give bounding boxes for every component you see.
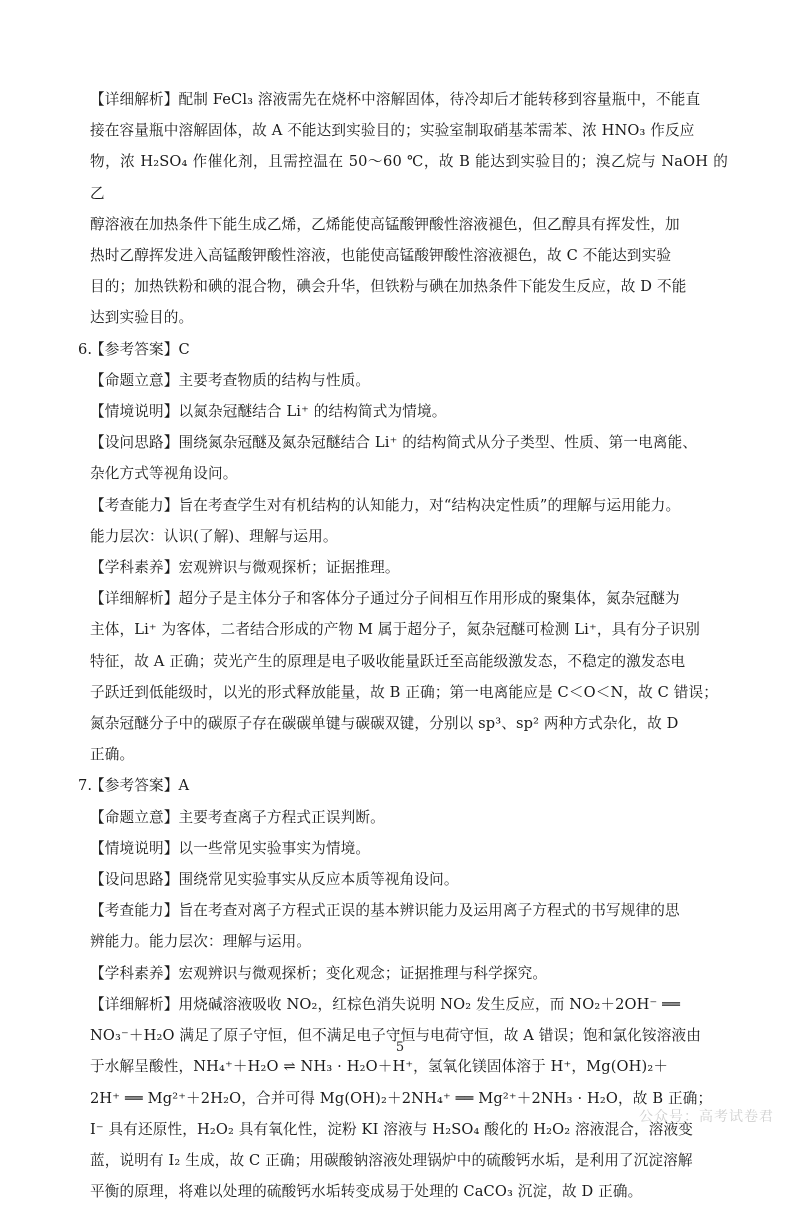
line-text: 能力层次：认识(了解)、理解与运用。: [90, 527, 338, 545]
text-line: [78, 209, 728, 240]
line-text: 【学科素养】宏观辨识与微观探析；证据推理。: [90, 559, 400, 577]
question-number-line: [78, 334, 728, 365]
text-line: [78, 583, 728, 614]
line-text: 【详细解析】用烧碱溶液吸收 NO₂，红棕色消失说明 NO₂ 发生反应，而 NO₂＋2OH⁻ ══: [90, 995, 681, 1013]
text-line: [78, 1083, 728, 1114]
text-line: [78, 115, 728, 146]
text-line: [78, 427, 728, 458]
line-text: 【详细解析】配制 FeCl₃ 溶液需先在烧杯中溶解固体，待冷却后才能转移到容量瓶中，不能直: [90, 91, 701, 108]
text-line: [78, 895, 728, 926]
line-text: 【命题立意】主要考查物质的结构与性质。: [90, 371, 371, 389]
text-line: [78, 1114, 728, 1145]
question-number-line: [78, 770, 728, 801]
line-text: 【考查能力】旨在考查对离子方程式正误的基本辨识能力及运用离子方程式的书写规律的思: [90, 902, 680, 920]
text-line: [78, 1051, 728, 1082]
line-text: 接在容量瓶中溶解固体，故 A 不能达到实验目的；实验室制取硝基苯需苯、浓 HNO₃ 作反应: [90, 122, 695, 140]
text-line: [78, 1145, 728, 1176]
line-text: 【参考答案】A: [90, 777, 190, 795]
line-text: 【设问思路】围绕常见实验事实从反应本质等视角设问。: [90, 871, 459, 889]
text-line: [78, 708, 728, 739]
text-line: [78, 146, 728, 208]
line-text: NO₃⁻＋H₂O 满足了原子守恒，但不满足电子守恒与电荷守恒，故 A 错误；饱和氯化铵溶液由: [90, 1027, 701, 1045]
line-text: 物，浓 H₂SO₄ 作催化剂，且需控温在 50～60 ℃，故 B 能达到实验目的；溴乙烷与 NaOH 的乙: [90, 153, 728, 202]
text-line: [78, 614, 728, 645]
line-text: 醇溶液在加热条件下能生成乙烯，乙烯能使高锰酸钾酸性溶液褪色，但乙醇具有挥发性，加: [90, 215, 680, 233]
text-line: [78, 490, 728, 521]
answer-explanation-body: [78, 84, 728, 1207]
text-line: [78, 1176, 728, 1207]
page-number: 5: [395, 1040, 405, 1055]
line-text: 蓝，说明有 I₂ 生成，故 C 正确；用碳酸钠溶液处理锅炉中的硫酸钙水垢，是利用了沉淀溶解: [90, 1151, 693, 1169]
line-text: 达到实验目的。: [90, 309, 194, 327]
line-text: 氮杂冠醚分子中的碳原子存在碳碳单键与碳碳双键，分别以 sp³、sp² 两种方式杂化，故 D: [90, 715, 679, 733]
line-text: 主体，Li⁺ 为客体，二者结合形成的产物 M 属于超分子，氮杂冠醚可检测 Li⁺，具有分子识别: [90, 621, 701, 639]
question-number: 7.: [78, 777, 93, 795]
text-line: [78, 958, 728, 989]
text-line: [78, 646, 728, 677]
line-text: 【详细解析】超分子是主体分子和客体分子通过分子间相互作用形成的聚集体，氮杂冠醚为: [90, 590, 680, 608]
text-line: [78, 271, 728, 302]
watermark-text: 公众号：高考试卷君: [639, 1109, 774, 1125]
text-line: [78, 926, 728, 957]
text-line: [78, 302, 728, 333]
text-line: [78, 802, 728, 833]
text-line: [78, 521, 728, 552]
line-text: 【命题立意】主要考查离子方程式正误判断。: [90, 808, 385, 826]
line-text: 正确。: [90, 746, 135, 764]
line-text: 【学科素养】宏观辨识与微观探析；变化观念；证据推理与科学探究。: [90, 964, 548, 982]
line-text: 热时乙醇挥发进入高锰酸钾酸性溶液，也能使高锰酸钾酸性溶液褪色，故 C 不能达到实验: [90, 247, 672, 265]
text-line: [78, 552, 728, 583]
text-line: [78, 396, 728, 427]
text-line: [78, 458, 728, 489]
line-text: 【考查能力】旨在考查学生对有机结构的认知能力，对“结构决定性质”的理解与运用能力。: [90, 496, 681, 514]
line-text: 【参考答案】C: [90, 340, 190, 358]
line-text: 杂化方式等视角设问。: [90, 465, 238, 483]
text-line: [78, 739, 728, 770]
text-line: [78, 989, 728, 1020]
question-number: 6.: [78, 340, 93, 358]
line-text: 【设问思路】围绕氮杂冠醚及氮杂冠醚结合 Li⁺ 的结构简式从分子类型、性质、第一电离能、: [90, 434, 698, 452]
text-line: [78, 833, 728, 864]
text-line: [78, 240, 728, 271]
line-text: 目的；加热铁粉和碘的混合物，碘会升华，但铁粉与碘在加热条件下能发生反应，故 D 不能: [90, 278, 687, 296]
text-line: [78, 677, 728, 708]
line-text: 【情境说明】以氮杂冠醚结合 Li⁺ 的结构简式为情境。: [90, 403, 447, 421]
line-text: 平衡的原理，将难以处理的硫酸钙水垢转变成易于处理的 CaCO₃ 沉淀，故 D 正确。: [90, 1183, 643, 1201]
text-line: [78, 365, 728, 396]
line-text: 辨能力。能力层次：理解与运用。: [90, 933, 312, 951]
text-line: [78, 84, 728, 115]
line-text: I⁻ 具有还原性，H₂O₂ 具有氧化性，淀粉 KI 溶液与 H₂SO₄ 酸化的 H₂O₂ 溶液混合，溶液变: [90, 1120, 693, 1138]
line-text: 子跃迁到低能级时，以光的形式释放能量，故 B 正确；第一电离能应是 C＜O＜N，故 C 错误；: [90, 683, 719, 701]
line-text: 于水解呈酸性，NH₄⁺＋H₂O ⇌ NH₃ · H₂O＋H⁺，氢氧化镁固体溶于 H⁺，Mg(OH)₂＋: [90, 1058, 669, 1076]
text-line: [78, 864, 728, 895]
line-text: 特征，故 A 正确；荧光产生的原理是电子吸收能量跃迁至高能级激发态，不稳定的激发态电: [90, 652, 686, 670]
line-text: 【情境说明】以一些常见实验事实为情境。: [90, 839, 371, 857]
line-text: 2H⁺ ══ Mg²⁺＋2H₂O，合并可得 Mg(OH)₂＋2NH₄⁺ ══ Mg²⁺＋2NH₃ · H₂O，故 B 正确；: [90, 1089, 713, 1107]
